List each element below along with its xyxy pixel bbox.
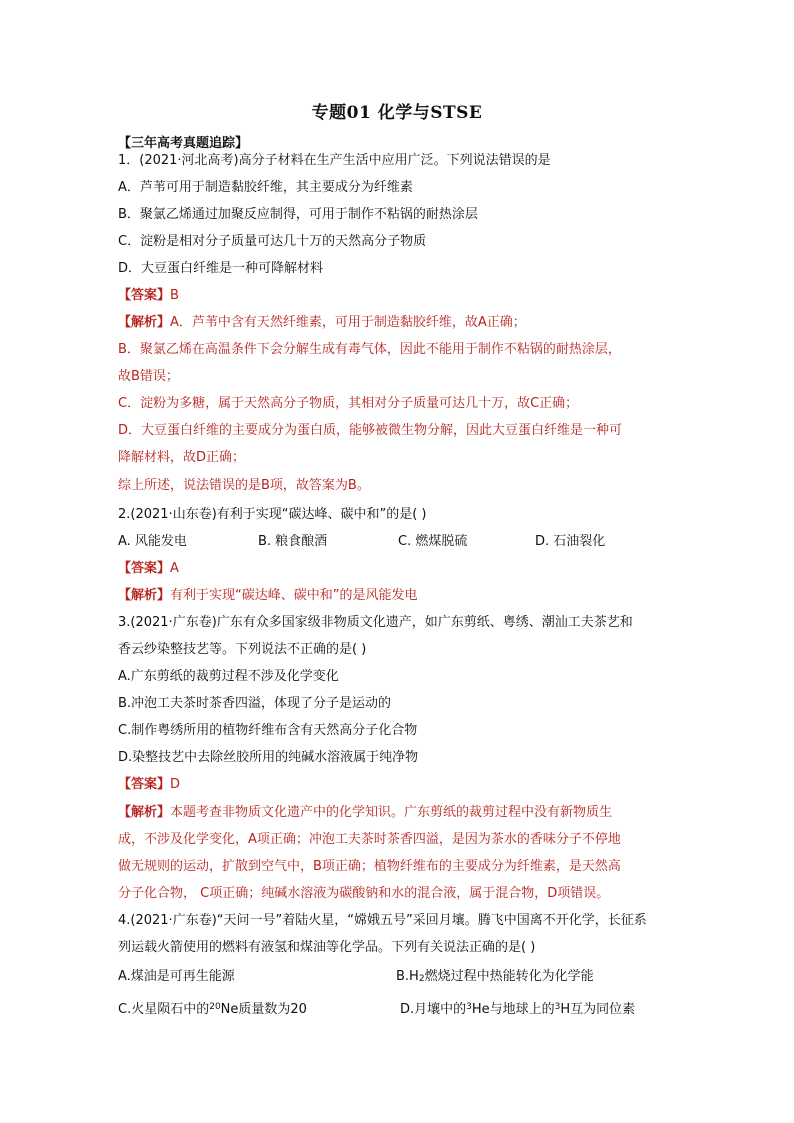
q3-stem-line-2: 香云纱染整技艺等。下列说法不正确的是( ) <box>118 642 367 657</box>
q1-option-b: B．聚氯乙烯通过加聚反应制得，可用于制作不粘锅的耐热涂层 <box>118 207 478 222</box>
q3-stem-line-1: 3.(2021·广东卷)广东有众多国家级非物质文化遗产，如广东剪纸、粤绣、潮汕工夫茶艺和 <box>118 615 633 630</box>
q1-analysis-line-6: 降解材料，故D正确； <box>118 450 246 465</box>
q2-option-b: B. 粮食酿酒 <box>258 534 328 549</box>
q3-option-b: B.冲泡工夫茶时茶香四溢，体现了分子是运动的 <box>118 696 392 711</box>
q4-option-d <box>400 1002 635 1018</box>
q4-option-b-prefix: B.H <box>396 969 419 984</box>
q3-analysis-line-1 <box>118 805 678 821</box>
q2-stem: 2.(2021·山东卷)有利于实现“碳达峰、碳中和”的是( ) <box>118 507 427 522</box>
q1-analysis-line-1 <box>118 315 678 331</box>
analysis-label: 【解析】 <box>118 805 171 820</box>
q4-stem-line-2: 列运载火箭使用的燃料有液氢和煤油等化学品。下列有关说法正确的是( ) <box>118 940 536 955</box>
q4-option-d-superscript-1: 3 <box>466 1002 472 1012</box>
q1-answer <box>118 288 678 304</box>
q3-analysis-text-1: 本题考查非物质文化遗产中的化学知识。广东剪纸的裁剪过程中没有新物质生 <box>170 805 613 820</box>
answer-label: 【答案】 <box>118 561 171 576</box>
q4-option-c <box>118 1002 307 1018</box>
q2-analysis-text: 有利于实现“碳达峰、碳中和”的是风能发电 <box>170 588 418 603</box>
q3-answer-value: D <box>170 777 181 792</box>
q3-option-a: A.广东剪纸的裁剪过程不涉及化学变化 <box>118 669 339 684</box>
q1-analysis-line-5: D．大豆蛋白纤维的主要成分为蛋白质，能够被微生物分解，因此大豆蛋白纤维是一种可 <box>118 423 623 438</box>
q1-analysis-line-4: C．淀粉为多糖，属于天然高分子物质，其相对分子质量可达几十万，故C正确； <box>118 396 579 411</box>
q3-analysis-line-2: 成，不涉及化学变化，A项正确；冲泡工夫茶时茶香四溢，是因为茶水的香味分子不停地 <box>118 832 621 847</box>
q4-option-d-text: H互为同位素 <box>560 1002 636 1017</box>
q2-option-c: C. 燃煤脱硫 <box>398 534 468 549</box>
q3-analysis-line-3: 做无规则的运动，扩散到空气中，B项正确；植物纤维布的主要成分为纤维素，是天然高 <box>118 859 621 874</box>
q4-stem-line-1: 4.(2021·广东卷)“天问一号”着陆火星，“嫦娥五号”采回月壤。腾飞中国离不开化学，长征系 <box>118 913 647 928</box>
section-heading: 【三年高考真题追踪】 <box>118 136 249 151</box>
q4-option-b-text: 燃烧过程中热能转化为化学能 <box>424 969 594 984</box>
q1-analysis-line-3: 故B错误； <box>118 369 179 384</box>
q1-option-a: A．芦苇可用于制造黏胶纤维，其主要成分为纤维素 <box>118 180 413 195</box>
q4-option-c-text: Ne质量数为20 <box>220 1002 307 1017</box>
q2-answer-value: A <box>170 561 179 576</box>
q4-option-b-subscript: 2 <box>418 974 425 984</box>
q1-analysis-text-1: A．芦苇中含有天然纤维素，可用于制造黏胶纤维，故A正确； <box>170 315 526 330</box>
q1-analysis-line-2: B．聚氯乙烯在高温条件下会分解生成有毒气体，因此不能用于制作不粘锅的耐热涂层， <box>118 342 621 357</box>
q2-answer <box>118 561 678 577</box>
q2-option-d: D. 石油裂化 <box>535 534 606 549</box>
q2-option-a: A. 风能发电 <box>118 534 187 549</box>
answer-label: 【答案】 <box>118 777 171 792</box>
q3-option-d: D.染整技艺中去除丝胶所用的纯碱水溶液属于纯净物 <box>118 750 419 765</box>
answer-label: 【答案】 <box>118 288 171 303</box>
q1-answer-value: B <box>170 288 179 303</box>
q3-option-c: C.制作粤绣所用的植物纤维布含有天然高分子化合物 <box>118 723 418 738</box>
q1-option-d: D．大豆蛋白纤维是一种可降解材料 <box>118 261 324 276</box>
analysis-label: 【解析】 <box>118 315 171 330</box>
q4-option-d-prefix: D.月壤中的 <box>400 1002 467 1017</box>
q1-summary: 综上所述，说法错误的是B项，故答案为B。 <box>118 478 370 493</box>
q4-option-a: A.煤油是可再生能源 <box>118 969 235 984</box>
q4-option-d-middle: He与地球上的 <box>471 1002 555 1017</box>
q2-analysis <box>118 588 678 604</box>
analysis-label: 【解析】 <box>118 588 171 603</box>
q4-option-b <box>396 969 594 985</box>
q1-stem: 1．(2021·河北高考)高分子材料在生产生活中应用广泛。下列说法错误的是 <box>118 153 551 168</box>
q4-option-d-superscript-2: 3 <box>554 1002 561 1012</box>
q3-analysis-line-4: 分子化合物， C项正确；纯碱水溶液为碳酸钠和水的混合液，属于混合物，D项错误。 <box>118 886 610 901</box>
q3-answer <box>118 777 678 793</box>
q4-option-c-superscript: 20 <box>209 1002 221 1012</box>
q4-option-c-prefix: C.火星陨石中的 <box>118 1002 210 1017</box>
page-title: 专题01 化学与STSE <box>311 103 483 123</box>
q1-option-c: C．淀粉是相对分子质量可达几十万的天然高分子物质 <box>118 234 427 249</box>
